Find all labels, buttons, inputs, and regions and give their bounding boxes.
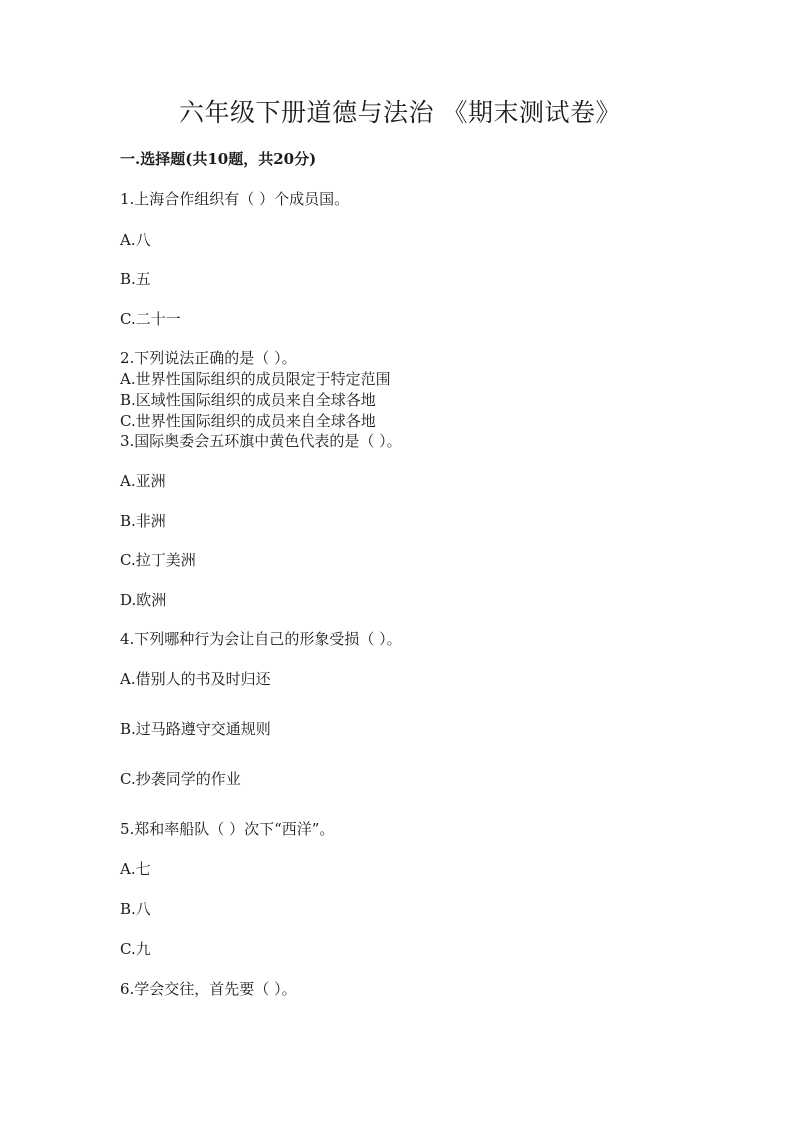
- question-5-option-a: A.七: [120, 860, 151, 878]
- question-1-option-b: B.五: [120, 270, 151, 288]
- question-3-option-b: B.非洲: [120, 512, 166, 530]
- question-4-option-b: B.过马路遵守交通规则: [120, 720, 271, 738]
- question-6-stem: 6.学会交往，首先要（ ）。: [120, 980, 297, 998]
- question-4-option-c: C.抄袭同学的作业: [120, 770, 241, 788]
- page-title: 六年级下册道德与法治 《期末测试卷》: [179, 98, 621, 127]
- question-2-stem: 2.下列说法正确的是（ ）。: [120, 349, 297, 367]
- question-5-stem: 5.郑和率船队（ ）次下“西洋”。: [120, 820, 335, 838]
- question-5-option-b: B.八: [120, 900, 151, 918]
- question-3-option-c: C.拉丁美洲: [120, 551, 196, 569]
- question-1-stem: 1.上海合作组织有（ ）个成员国。: [120, 190, 350, 208]
- question-3-option-a: A.亚洲: [120, 472, 166, 490]
- question-2-option-a: A.世界性国际组织的成员限定于特定范围: [120, 370, 391, 388]
- section-heading: 一.选择题(共10题，共20分): [120, 150, 317, 168]
- question-3-stem: 3.国际奥委会五环旗中黄色代表的是（ ）。: [120, 432, 402, 450]
- question-1-option-a: A.八: [120, 231, 151, 249]
- question-4-option-a: A.借别人的书及时归还: [120, 670, 271, 688]
- question-2-option-c: C.世界性国际组织的成员来自全球各地: [120, 412, 376, 430]
- question-1-option-c: C.二十一: [120, 310, 181, 328]
- question-3-option-d: D.欧洲: [120, 591, 167, 609]
- question-5-option-c: C.九: [120, 940, 151, 958]
- question-4-stem: 4.下列哪种行为会让自己的形象受损（ ）。: [120, 630, 402, 648]
- question-2-option-b: B.区域性国际组织的成员来自全球各地: [120, 391, 376, 409]
